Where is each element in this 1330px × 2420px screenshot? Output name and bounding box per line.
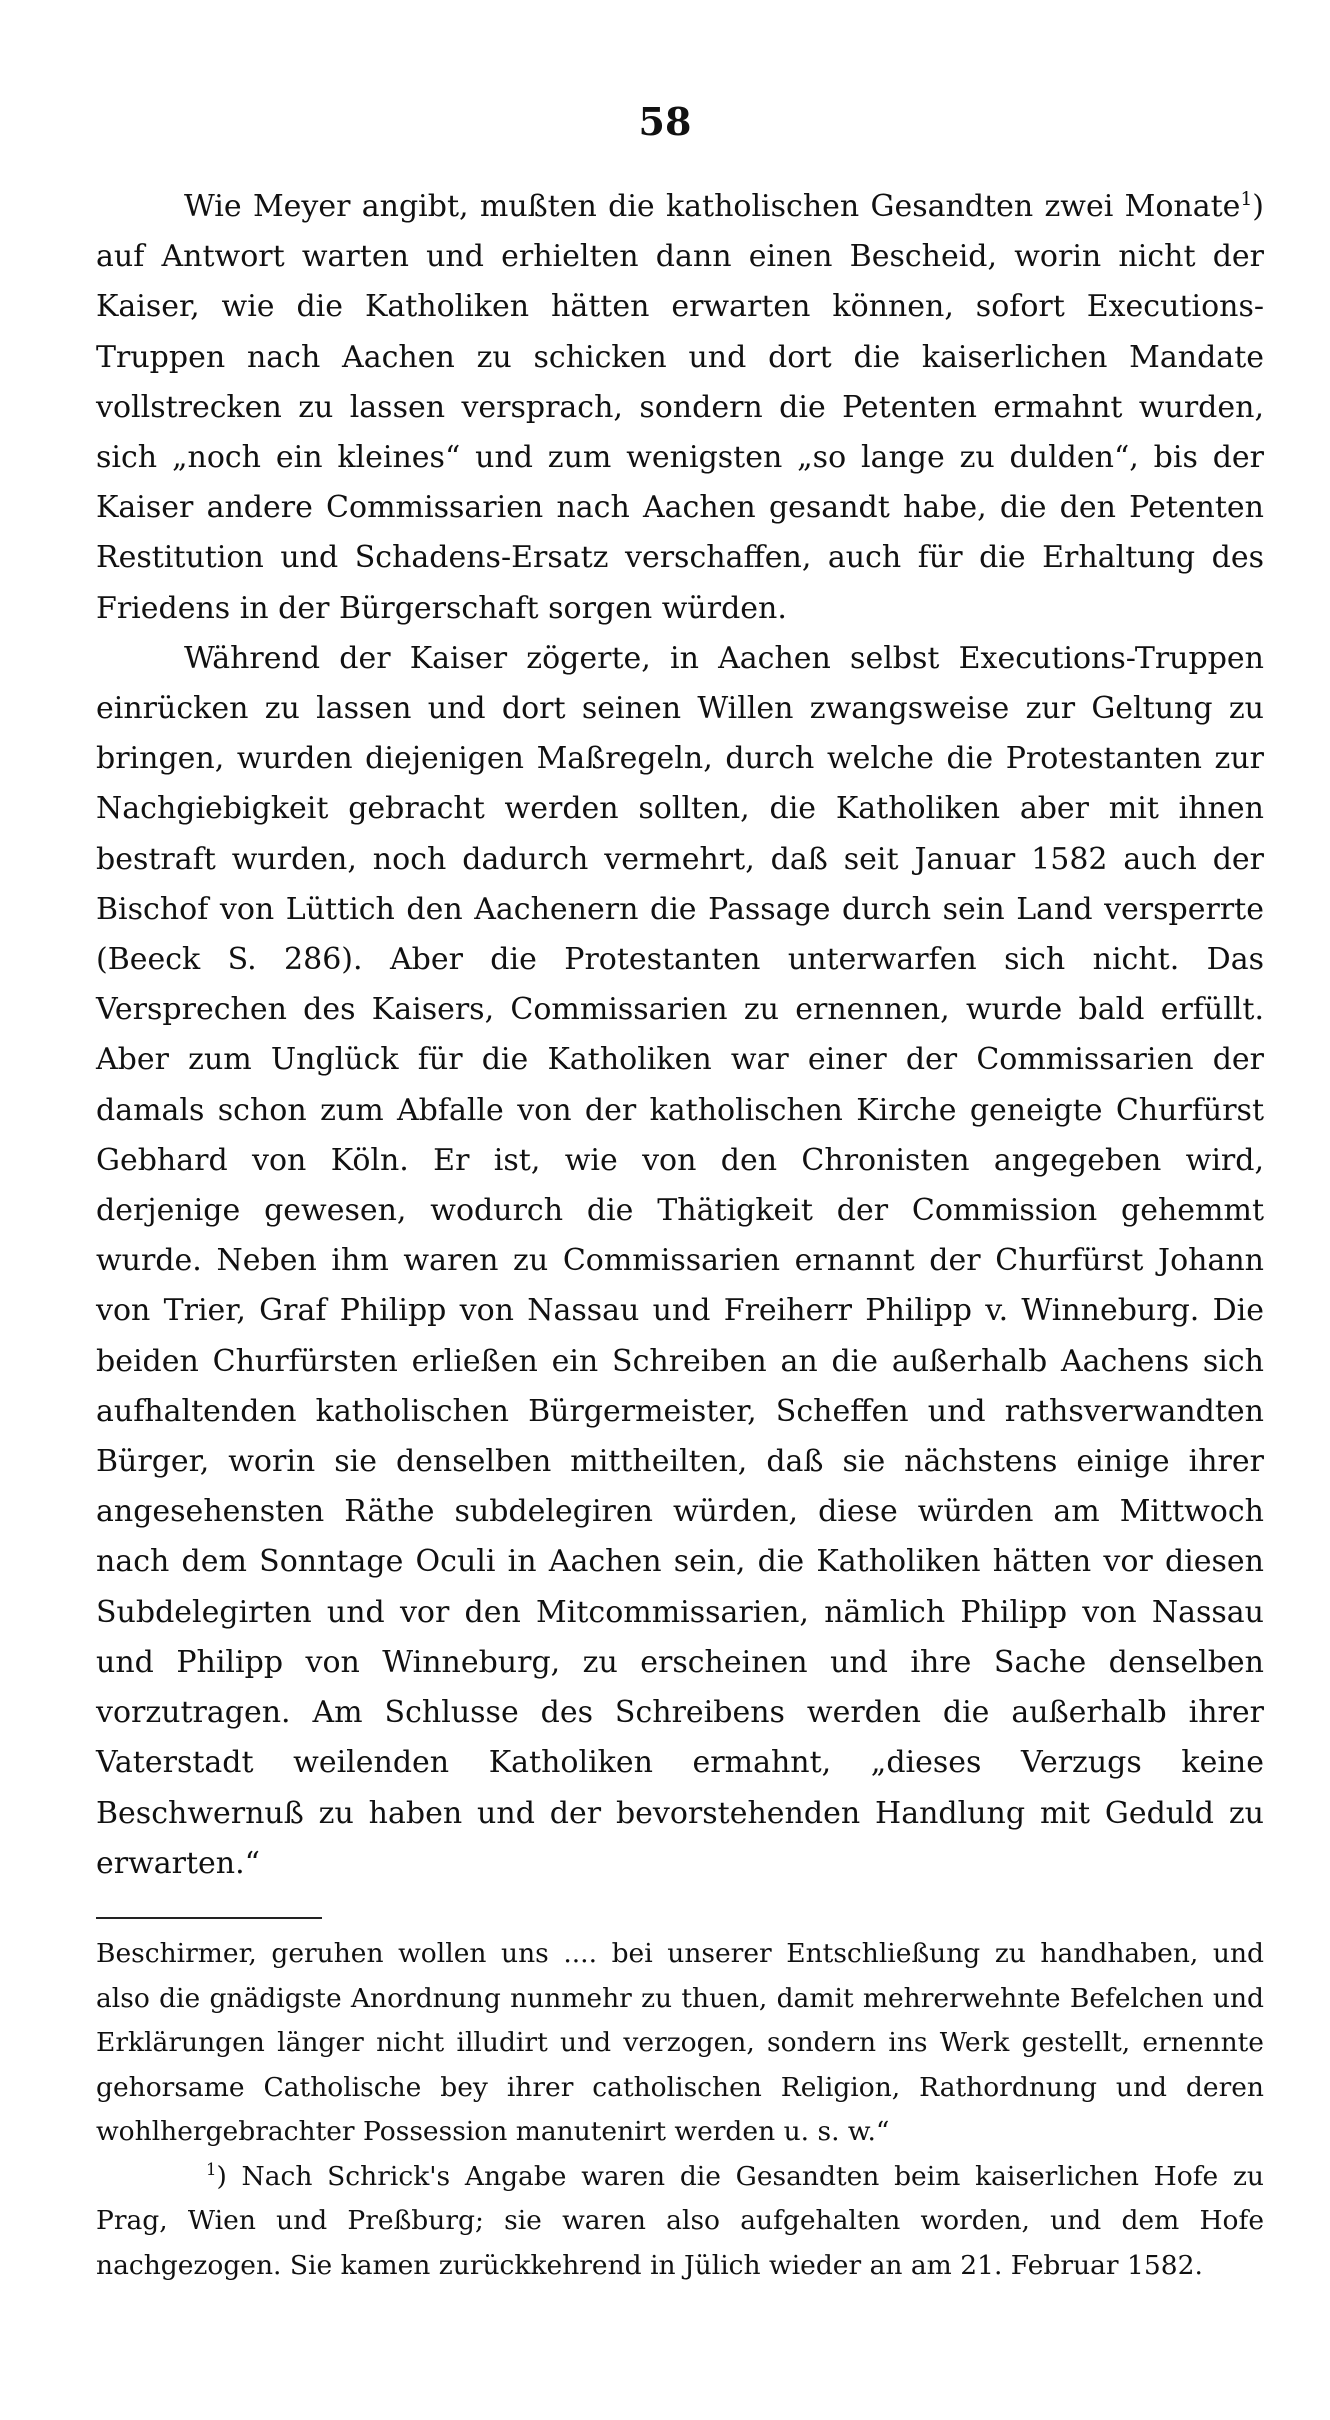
footnote-continued: Beschirmer, geruhen wollen uns .... bei unserer Entschließung zu handhaben, und also die gnädigste Anordnung nunmehr zu thuen, damit mehrerwehnte Befelchen und Erklärungen länger nicht illudirt und verzogen, sondern ins Werk gestellt, ernennte gehorsame Catholische bey ihrer catholischen Religion, Rathordnung und deren wohlhergebrachter Possession manutenirt werden u. s. w.“ [96, 1938, 1264, 2147]
paragraph-1-text-end: ) auf Antwort warten und erhielten dann einen Bescheid, worin nicht der Kaiser, wie die Katholiken hätten erwarten können, sofort Executions-Truppen nach Aachen zu schicken und dort die kaiserlichen Mandate vollstrecken zu lassen versprach, sondern die Petenten ermahnt wurden, sich „noch ein kleines“ und zum wenigsten „so lange zu dulden“, bis der Kaiser andere Commissarien nach Aachen gesandt habe, die den Petenten Restitution und Schadens-Ersatz verschaffen, auch für die Erhaltung des Friedens in der Bürgerschaft sorgen würden. [96, 189, 1264, 626]
footnotes [96, 1932, 1264, 2288]
paragraph-2: Während der Kaiser zögerte, in Aachen selbst Executions-Truppen einrücken zu lassen und dort seinen Willen zwangsweise zur Geltung zu bringen, wurden diejenigen Maßregeln, durch welche die Protestanten zur Nachgiebigkeit gebracht werden sollten, die Katholiken aber mit ihnen bestraft wurden, noch dadurch vermehrt, daß seit Januar 1582 auch der Bischof von Lüttich den Aachenern die Passage durch sein Land versperrte (Beeck S. 286). Aber die Protestanten unterwarfen sich nicht. Das Versprechen des Kaisers, Commissarien zu ernennen, wurde bald erfüllt. Aber zum Unglück für die Katholiken war einer der Commissarien der damals schon zum Abfalle von der katholischen Kirche geneigte Churfürst Gebhard von Köln. Er ist, wie von den Chronisten angegeben wird, derjenige gewesen, wodurch die Thätigkeit der Commission gehemmt wurde. Neben ihm waren zu Commissarien ernannt der Churfürst Johann von Trier, Graf Philipp von Nassau und Freiherr Philipp v. Winneburg. Die beiden Churfürsten erließen ein Schreiben an die außerhalb Aachens sich aufhaltenden katholischen Bürgermeister, Scheffen und rathsverwandten Bürger, worin sie denselben mittheilten, daß sie nächstens einige ihrer angesehensten Räthe subdelegiren würden, diese würden am Mittwoch nach dem Sonntage Oculi in Aachen sein, die Katholiken hätten vor diesen Subdelegirten und vor den Mitcommissarien, nämlich Philipp von Nassau und Philipp von Winneburg, zu erscheinen und ihre Sache denselben vorzutragen. Am Schlusse des Schreibens werden die außerhalb ihrer Vaterstadt weilenden Katholiken ermahnt, „dieses Verzugs keine Beschwernuß zu haben und der bevorstehenden Handlung mit Geduld zu erwarten.“ [96, 640, 1264, 1881]
footnote-divider [96, 1917, 322, 1919]
footnote-1-mark: 1 [206, 2159, 217, 2179]
paragraph-1 [96, 182, 1264, 634]
main-text [96, 182, 1264, 1889]
footnote-1-text: ) Nach Schrick's Angabe waren die Gesandten beim kaiserlichen Hofe zu Prag, Wien und Preßburg; sie waren also aufgehalten worden, und dem Hofe nachgezogen. Sie kamen zurückkehrend in Jülich wieder an am 21. Februar 1582. [96, 2160, 1264, 2281]
footnote-1 [96, 2155, 1264, 2289]
page-number: 58 [638, 99, 692, 144]
footnote-reference-1: 1 [1240, 189, 1253, 210]
paragraph-1-text-start: Wie Meyer angibt, mußten die katholischen Gesandten zwei Monate [184, 189, 1241, 224]
